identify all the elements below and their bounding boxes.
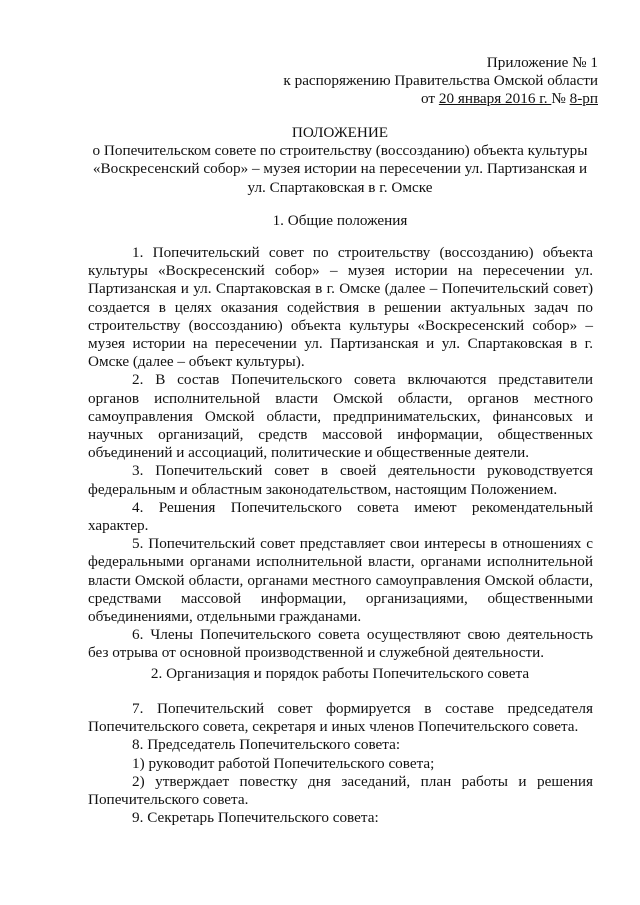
paragraph-8-item-2: 2) утверждает повестку дня заседаний, план работы и решения Попечительского совета. — [88, 772, 593, 809]
appendix-header — [240, 54, 598, 109]
section-1-body — [88, 244, 593, 663]
paragraph-4: 4. Решения Попечительского совета имеют рекомендательный характер. — [88, 498, 593, 535]
paragraph-6: 6. Члены Попечительского совета осуществляют свою деятельность без отрыва от основной производственной и служебной деятельности. — [88, 626, 593, 662]
section-2-body — [88, 700, 593, 827]
order-date-line — [240, 90, 598, 108]
document-heading: ПОЛОЖЕНИЕ — [291, 124, 389, 141]
section-1-title: 1. Общие положения — [272, 212, 408, 229]
paragraph-8-item-1: 1) руководит работой Попечительского совета; — [132, 754, 435, 772]
paragraph-2: 2. В состав Попечительского совета включаются представители органов исполнительной власти Омской области, органов местного самоуправления Омской области, предпринимательских, финансовых и научных организаций, средств массовой информации, общественных объединений и ассоциаций, политические и общественные деятели. — [88, 371, 593, 462]
document-title-block — [86, 124, 594, 197]
paragraph-8: 8. Председатель Попечительского совета: — [132, 736, 401, 754]
date-prefix: от — [421, 90, 439, 108]
number-prefix: № — [551, 90, 570, 108]
appendix-number: Приложение № 1 — [486, 54, 598, 71]
paragraph-3: 3. Попечительский совет в своей деятельности руководствуется федеральным и областным законодательством, настоящим Положением. — [88, 462, 593, 498]
paragraph-9: 9. Секретарь Попечительского совета: — [132, 809, 379, 827]
paragraph-5: 5. Попечительский совет представляет свои интересы в отношениях с федеральными органами исполнительной власти, органами исполнительной власти Омской области, органами местного самоуправления Омской области, средствами массовой информации, организациями, общественными объединениями, отдельными гражданами. — [88, 535, 593, 626]
order-date: 20 января 2016 г. — [438, 90, 552, 108]
document-subtitle: о Попечительском совете по строительству (воссозданию) объекта культуры «Воскресенский собор» – музея истории на пересечении ул. Партизанская и ул. Спартаковская в г. Омске — [92, 142, 588, 196]
order-number: 8-рп — [569, 90, 598, 108]
order-reference: к распоряжению Правительства Омской области — [283, 72, 598, 90]
section-2-title: 2. Организация и порядок работы Попечительского совета — [150, 665, 530, 682]
paragraph-7: 7. Попечительский совет формируется в составе председателя Попечительского совета, секретаря и иных членов Попечительского совета. — [88, 700, 593, 736]
paragraph-1: 1. Попечительский совет по строительству (воссозданию) объекта культуры «Воскресенский собор» – музея истории на пересечении ул. Партизанская и ул. Спартаковская в г. Омске (далее – Попечительский совет) создается в целях оказания содействия в решении актуальных задач по строительству (воссозданию) объекта культуры «Воскресенский собор» – музея истории на пересечении ул. Партизанская и ул. Спартаковская в г. Омске (далее – объект культуры). — [88, 244, 593, 371]
